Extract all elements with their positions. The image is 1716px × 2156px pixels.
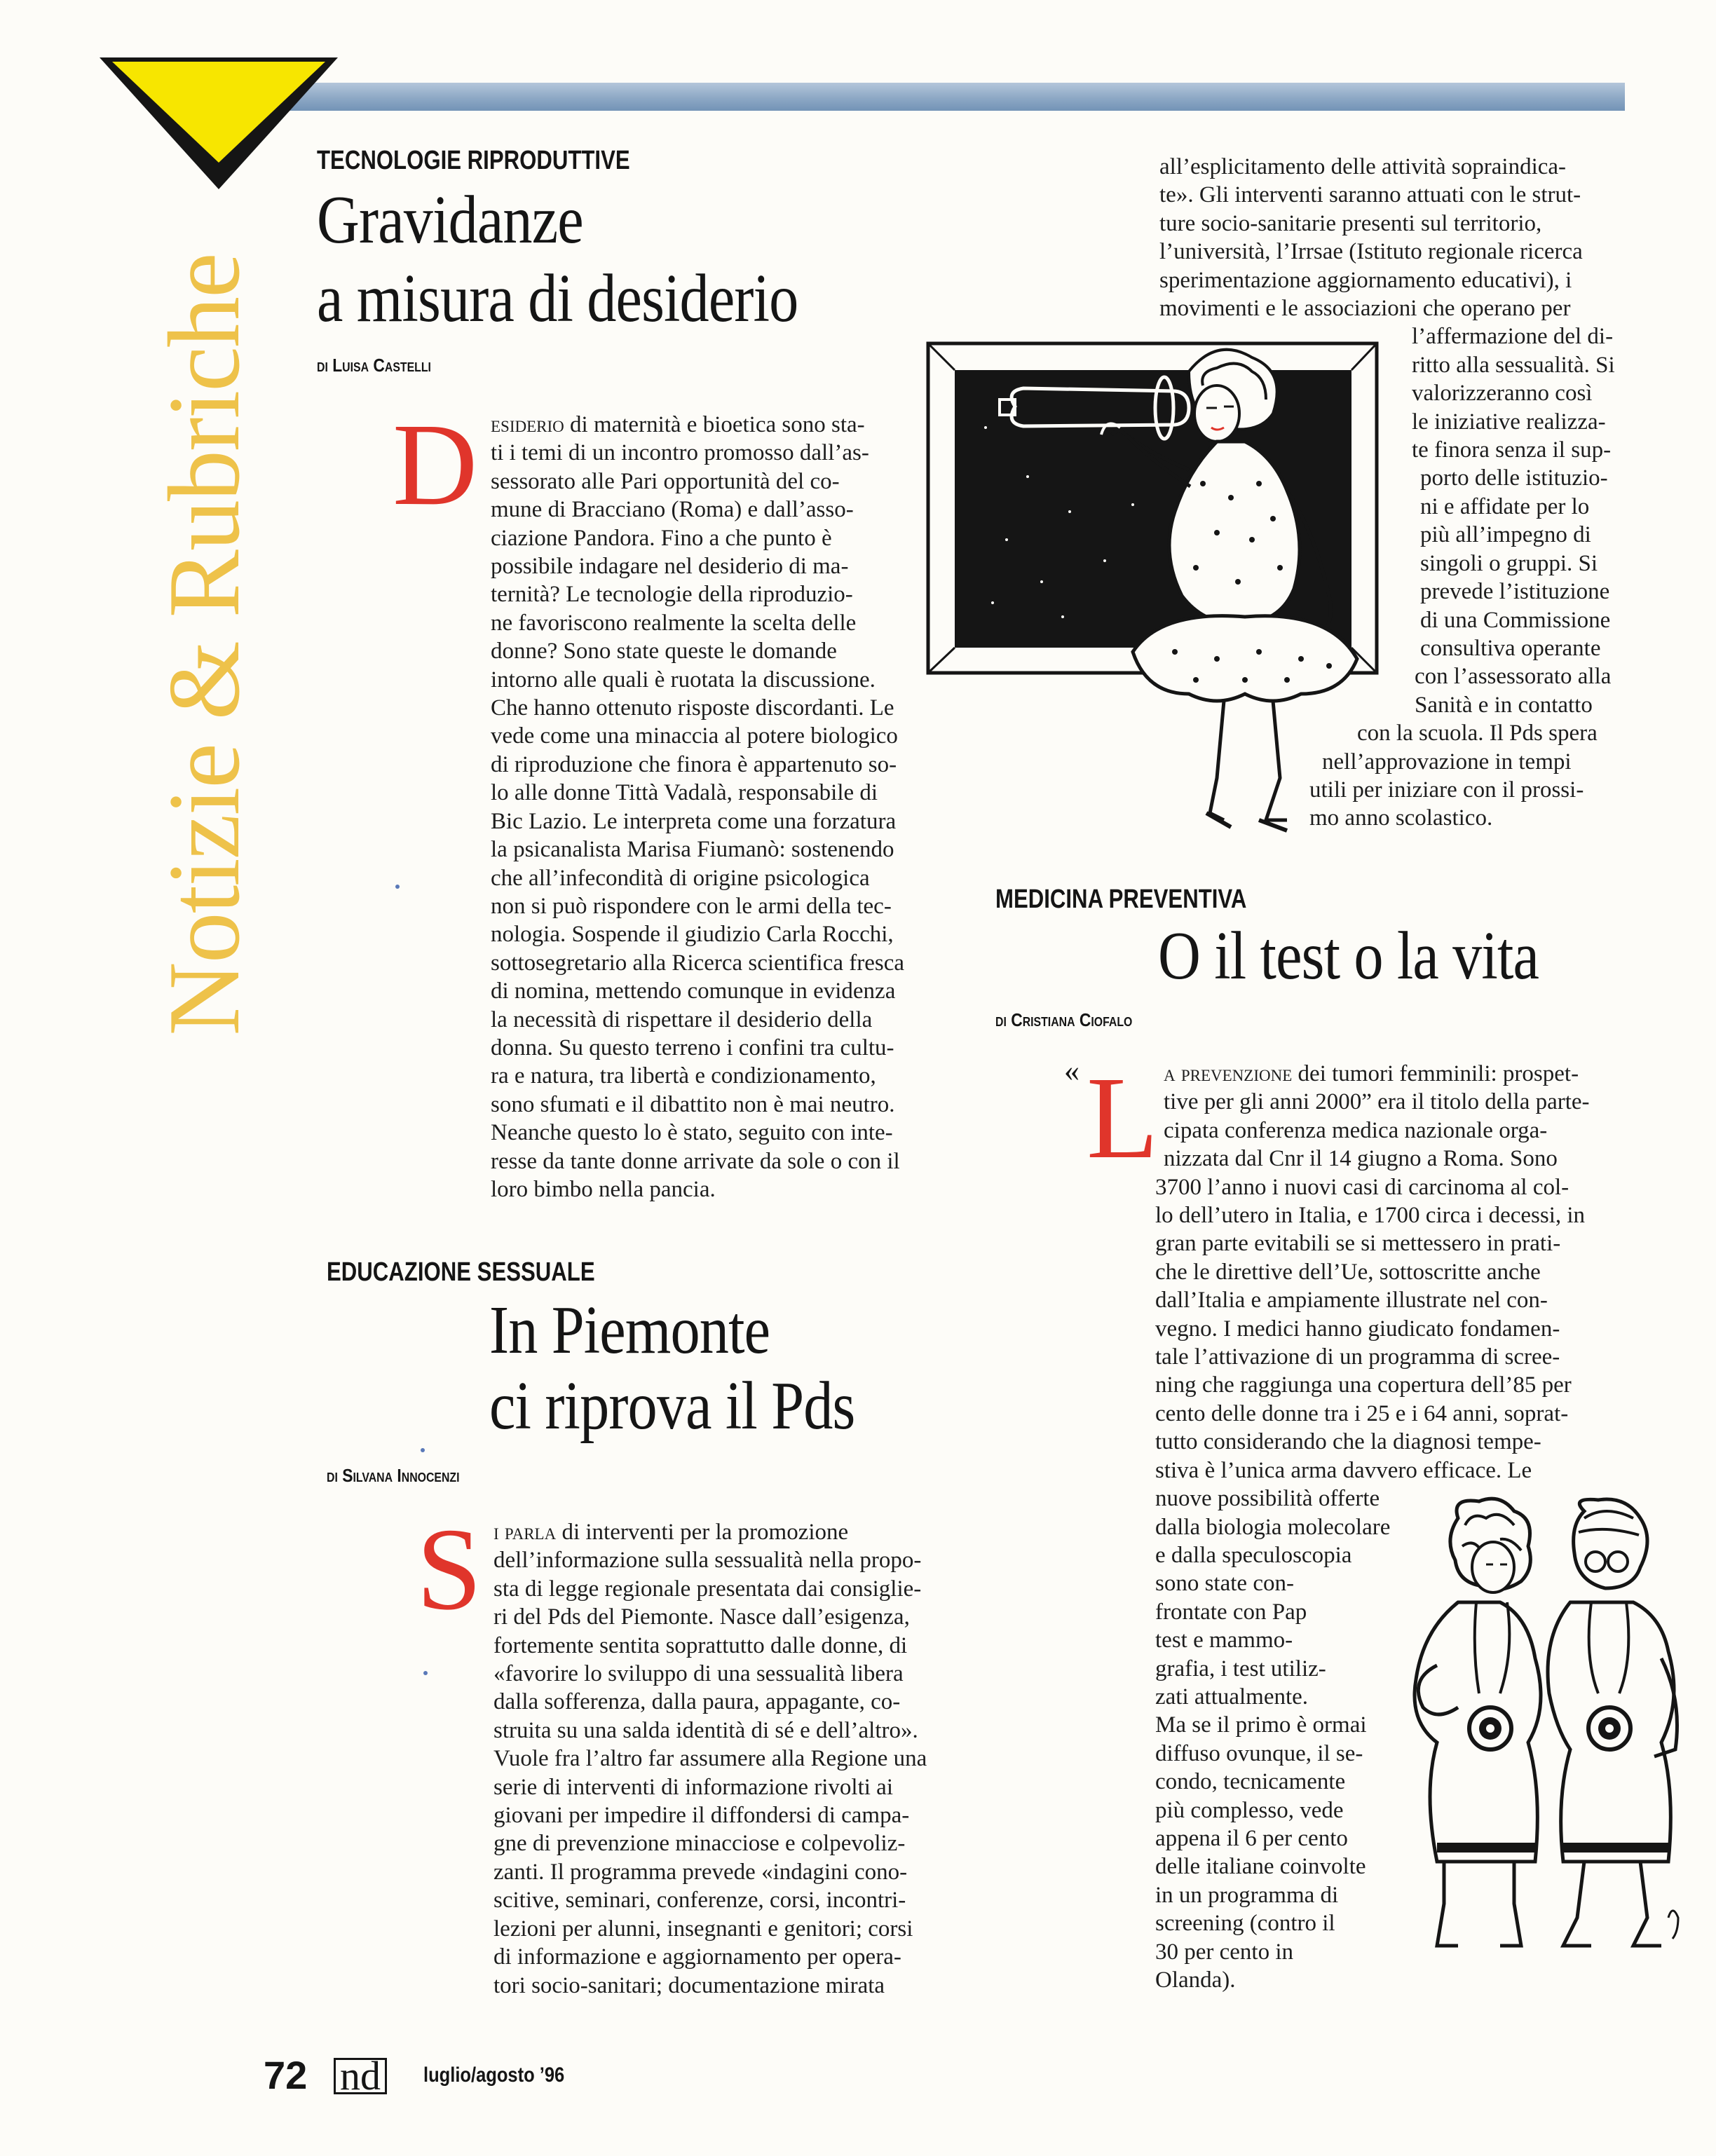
article2-continued bbox=[1159, 153, 1629, 833]
article2-line: dell’informazione sulla sessualità nella propo- bbox=[493, 1548, 922, 1574]
article1-dropcap: D bbox=[393, 400, 478, 530]
article3-lead: a prevenzione bbox=[1164, 1061, 1293, 1086]
article3-headline: O il test o la vita bbox=[1158, 918, 1539, 994]
article3-line: diffuso ovunque, il se- bbox=[1155, 1740, 1363, 1766]
article3-line: e dalla speculoscopia bbox=[1155, 1542, 1352, 1568]
article2-cont-line: all’esplicitamento delle attività sopraindica- bbox=[1159, 154, 1567, 179]
article2-line: serie di interventi di informazione rivolti ai bbox=[493, 1774, 893, 1800]
article1-line: ti i temi di un incontro promosso dall’as- bbox=[491, 440, 869, 466]
section-triangle bbox=[100, 57, 338, 198]
article3-line: frontate con Pap bbox=[1155, 1599, 1307, 1625]
article2-line: Vuole fra l’altro far assumere alla Regione una bbox=[493, 1746, 927, 1772]
article3-line: nizzata dal Cnr il 14 giugno a Roma. Sono bbox=[1164, 1146, 1558, 1172]
article3-line: tale l’attivazione di un programma di scree- bbox=[1155, 1344, 1560, 1370]
article3-line: dall’Italia e ampiamente illustrate nel con- bbox=[1155, 1288, 1548, 1314]
article3-line: cento delle donne tra i 25 e i 64 anni, soprat- bbox=[1155, 1400, 1569, 1426]
article1-line: la necessità di rispettare il desiderio della bbox=[491, 1007, 873, 1032]
article1-line: sessorato alle Pari opportunità del co- bbox=[491, 468, 840, 494]
article2-cont-line: ritto alla sessualità. Si bbox=[1412, 352, 1615, 378]
article3-line: test e mammo- bbox=[1155, 1628, 1293, 1653]
article3-line: più complesso, vede bbox=[1155, 1797, 1344, 1823]
article2-line: sta di legge regionale presentata dai consiglie- bbox=[493, 1576, 922, 1602]
article1-line: sono sfumati e il dibattito non è mai neutro. bbox=[491, 1091, 895, 1117]
article3-line: Ma se il primo è ormai bbox=[1155, 1712, 1367, 1738]
article3-line: condo, tecnicamente bbox=[1155, 1769, 1346, 1795]
article2-line: i parla di interventi per la promozione bbox=[493, 1520, 849, 1545]
scan-dot bbox=[395, 885, 400, 889]
article2-line: lezioni per alunni, insegnanti e genitori; corsi bbox=[493, 1916, 913, 1942]
article1-line: Neanche questo lo è stato, seguito con inte- bbox=[491, 1120, 893, 1146]
article3-line: tive per gli anni 2000” era il titolo della parte- bbox=[1164, 1089, 1590, 1115]
article1-line: non si può rispondere con le armi della tec- bbox=[491, 893, 892, 919]
article2-cont-line: ture socio-sanitarie presenti sul territorio, bbox=[1159, 210, 1542, 236]
article2-cont-line: più all’impegno di bbox=[1420, 522, 1591, 548]
article1-line: vede come una minaccia al potere biologico bbox=[491, 723, 898, 749]
article1-line: di nomina, mettendo comunque in evidenza bbox=[491, 978, 896, 1004]
page-number: 72 bbox=[264, 2053, 308, 2097]
scan-dot bbox=[423, 1671, 428, 1675]
scan-dot bbox=[421, 1448, 425, 1452]
article3-line: sono state con- bbox=[1155, 1571, 1294, 1597]
article2-headline-line1: In Piemonte bbox=[489, 1292, 770, 1368]
article2-line: fortemente sentita soprattutto dalle donne, di bbox=[493, 1632, 908, 1658]
article3-open-quote: « bbox=[1064, 1053, 1080, 1088]
article3-line: appena il 6 per cento bbox=[1155, 1825, 1348, 1851]
magazine-logo: nd bbox=[334, 2058, 387, 2094]
article1-line: loro bimbo nella pancia. bbox=[491, 1176, 716, 1202]
article3-line: in un programma di bbox=[1155, 1882, 1339, 1908]
article1-line: Che hanno ottenuto risposte discordanti. Le bbox=[491, 695, 894, 721]
article2-cont-line: mo anno scolastico. bbox=[1309, 805, 1493, 831]
article2-cont-line: l’università, l’Irrsae (Istituto regionale ricerca bbox=[1159, 239, 1583, 265]
article2-cont-line: singoli o gruppi. Si bbox=[1420, 550, 1598, 576]
article2-line: «favorire lo sviluppo di una sessualità libera bbox=[493, 1661, 904, 1687]
article2-line: gne di prevenzione minacciose e colpevoliz- bbox=[493, 1831, 906, 1857]
article1-line: sottosegretario alla Ricerca scientifica fresca bbox=[491, 950, 905, 976]
article3-line: vegno. I medici hanno giudicato fondamen- bbox=[1155, 1316, 1560, 1342]
article1-line: la psicanalista Marisa Fiumanò: sostenendo bbox=[491, 837, 894, 863]
article2-line: zanti. Il programma prevede «indagini cono- bbox=[493, 1859, 908, 1885]
article2-cont-line: utili per iniziare con il prossi- bbox=[1309, 777, 1584, 803]
article3-line: 3700 l’anno i nuovi casi di carcinoma al col- bbox=[1155, 1174, 1569, 1200]
article3-dropcap: L bbox=[1087, 1053, 1159, 1183]
article1-headline-line2: a misura di desiderio bbox=[317, 261, 798, 336]
article1-byline: di Luisa Castelli bbox=[317, 355, 431, 376]
article1-headline-line1: Gravidanze bbox=[317, 182, 583, 258]
article1-line: possibile indagare nel desiderio di ma- bbox=[491, 554, 849, 580]
article2-byline: di Silvana Innocenzi bbox=[327, 1465, 460, 1486]
article2-line: di informazione e aggiornamento per opera- bbox=[493, 1944, 901, 1970]
article2-line: giovani per impedire il diffondersi di campa- bbox=[493, 1803, 910, 1829]
article3-line: a prevenzione dei tumori femminili: prospet- bbox=[1164, 1061, 1579, 1086]
article2-line: ri del Pds del Piemonte. Nasce dall’esigenza, bbox=[493, 1604, 910, 1630]
article2-cont-line: con la scuola. Il Pds spera bbox=[1357, 721, 1598, 746]
article3-line: che le direttive dell’Ue, sottoscritte anche bbox=[1155, 1259, 1541, 1285]
article1-line: ternità? Le tecnologie della riproduzio- bbox=[491, 582, 853, 608]
article3-line: grafia, i test utiliz- bbox=[1155, 1656, 1326, 1681]
article2-body bbox=[493, 1518, 969, 2000]
article1-line: Bic Lazio. Le interpreta come una forzatura bbox=[491, 808, 897, 834]
doctors-illustration bbox=[1395, 1497, 1689, 1960]
article2-dropcap: S bbox=[416, 1504, 482, 1635]
issue-date: luglio/agosto ’96 bbox=[423, 2063, 565, 2087]
article2-line: struita su una salda identità di sé e dell’altro». bbox=[493, 1717, 918, 1743]
article1-body bbox=[491, 411, 966, 1203]
article2-cont-line: te». Gli interventi saranno attuati con le strut- bbox=[1159, 182, 1581, 208]
article2-lead: i parla bbox=[493, 1520, 557, 1545]
article1-line: donna. Su questo terreno i confini tra cultu- bbox=[491, 1035, 894, 1060]
article1-line: esiderio di maternità e bioetica sono sta- bbox=[491, 412, 865, 437]
article1-line: resse da tante donne arrivate da sole o con il bbox=[491, 1148, 900, 1174]
article3-line: tutto considerando che la diagnosi tempe- bbox=[1155, 1429, 1541, 1455]
article3-line: ning che raggiunga una copertura dell’85 per bbox=[1155, 1372, 1572, 1398]
article1-line: lo alle donne Tittà Vadalà, responsabile di bbox=[491, 780, 878, 806]
header-bar bbox=[252, 83, 1625, 111]
article1-kicker: TECNOLOGIE RIPRODUTTIVE bbox=[317, 146, 630, 175]
article3-line: gran parte evitabili se si mettessero in prati- bbox=[1155, 1231, 1561, 1257]
article3-line: lo dell’utero in Italia, e 1700 circa i decessi, in bbox=[1155, 1203, 1586, 1229]
article3-byline: di Cristiana Ciofalo bbox=[995, 1009, 1133, 1030]
article3-line: dalla biologia molecolare bbox=[1155, 1514, 1391, 1540]
article2-cont-line: prevede l’istituzione bbox=[1420, 579, 1610, 605]
article2-cont-line: consultiva operante bbox=[1420, 635, 1601, 661]
article3-line: delle italiane coinvolte bbox=[1155, 1854, 1366, 1880]
article3-line: screening (contro il bbox=[1155, 1911, 1335, 1937]
article2-cont-line: Sanità e in contatto bbox=[1415, 692, 1593, 718]
article2-cont-line: te finora senza il sup- bbox=[1412, 437, 1612, 463]
article2-cont-line: porto delle istituzio- bbox=[1420, 465, 1608, 491]
article2-cont-line: sperimentazione aggiornamento educativi), i bbox=[1159, 267, 1572, 293]
article1-line: che all’infecondità di origine psicologica bbox=[491, 865, 870, 891]
article3-kicker: MEDICINA PREVENTIVA bbox=[995, 885, 1247, 914]
article2-line: dalla sofferenza, dalla paura, appagante, co- bbox=[493, 1689, 901, 1715]
article2-cont-line: nell’approvazione in tempi bbox=[1322, 749, 1572, 775]
article2-line: tori socio-sanitari; documentazione mirata bbox=[493, 1972, 885, 1998]
article2-cont-line: l’affermazione del di- bbox=[1412, 324, 1614, 350]
article2-cont-line: valorizzeranno così bbox=[1412, 381, 1593, 407]
article3-line: cipata conferenza medica nazionale orga- bbox=[1164, 1117, 1548, 1143]
article2-headline-line2: ci riprova il Pds bbox=[489, 1368, 855, 1444]
article1-line: ciazione Pandora. Fino a che punto è bbox=[491, 525, 832, 551]
article1-lead: esiderio bbox=[491, 412, 564, 437]
article1-line: nologia. Sospende il giudizio Carla Rocchi, bbox=[491, 922, 894, 948]
article2-cont-line: ni e affidate per lo bbox=[1420, 493, 1590, 519]
article1-line: donne? Sono state queste le domande bbox=[491, 639, 837, 664]
article1-line: intorno alle quali è ruotata la discussione. bbox=[491, 667, 876, 692]
article3-line: zati attualmente. bbox=[1155, 1684, 1309, 1710]
article2-cont-line: di una Commissione bbox=[1420, 607, 1611, 633]
article1-line: di riproduzione che finora è appartenuto so- bbox=[491, 751, 897, 777]
article2-cont-line: le iniziative realizza- bbox=[1412, 409, 1606, 435]
article3-line: 30 per cento in bbox=[1155, 1939, 1294, 1965]
article3-line: nuove possibilità offerte bbox=[1155, 1486, 1380, 1512]
section-title: Notizie & Rubriche bbox=[147, 254, 261, 1036]
article2-kicker: EDUCAZIONE SESSUALE bbox=[327, 1257, 595, 1287]
article3-line: Olanda). bbox=[1155, 1967, 1236, 1993]
article1-line: ra e natura, tra libertà e condizionamento, bbox=[491, 1063, 876, 1089]
article2-cont-line: con l’assessorato alla bbox=[1415, 664, 1612, 690]
article3-line: stiva è l’unica arma davvero efficace. Le bbox=[1155, 1457, 1532, 1483]
article1-line: ne favoriscono realmente la scelta delle bbox=[491, 610, 857, 636]
article2-line: scitive, seminari, conferenze, corsi, incontri- bbox=[493, 1888, 906, 1913]
article2-cont-line: movimenti e le associazioni che operano per bbox=[1159, 296, 1571, 322]
article1-line: mune di Bracciano (Roma) e dall’asso- bbox=[491, 497, 854, 523]
